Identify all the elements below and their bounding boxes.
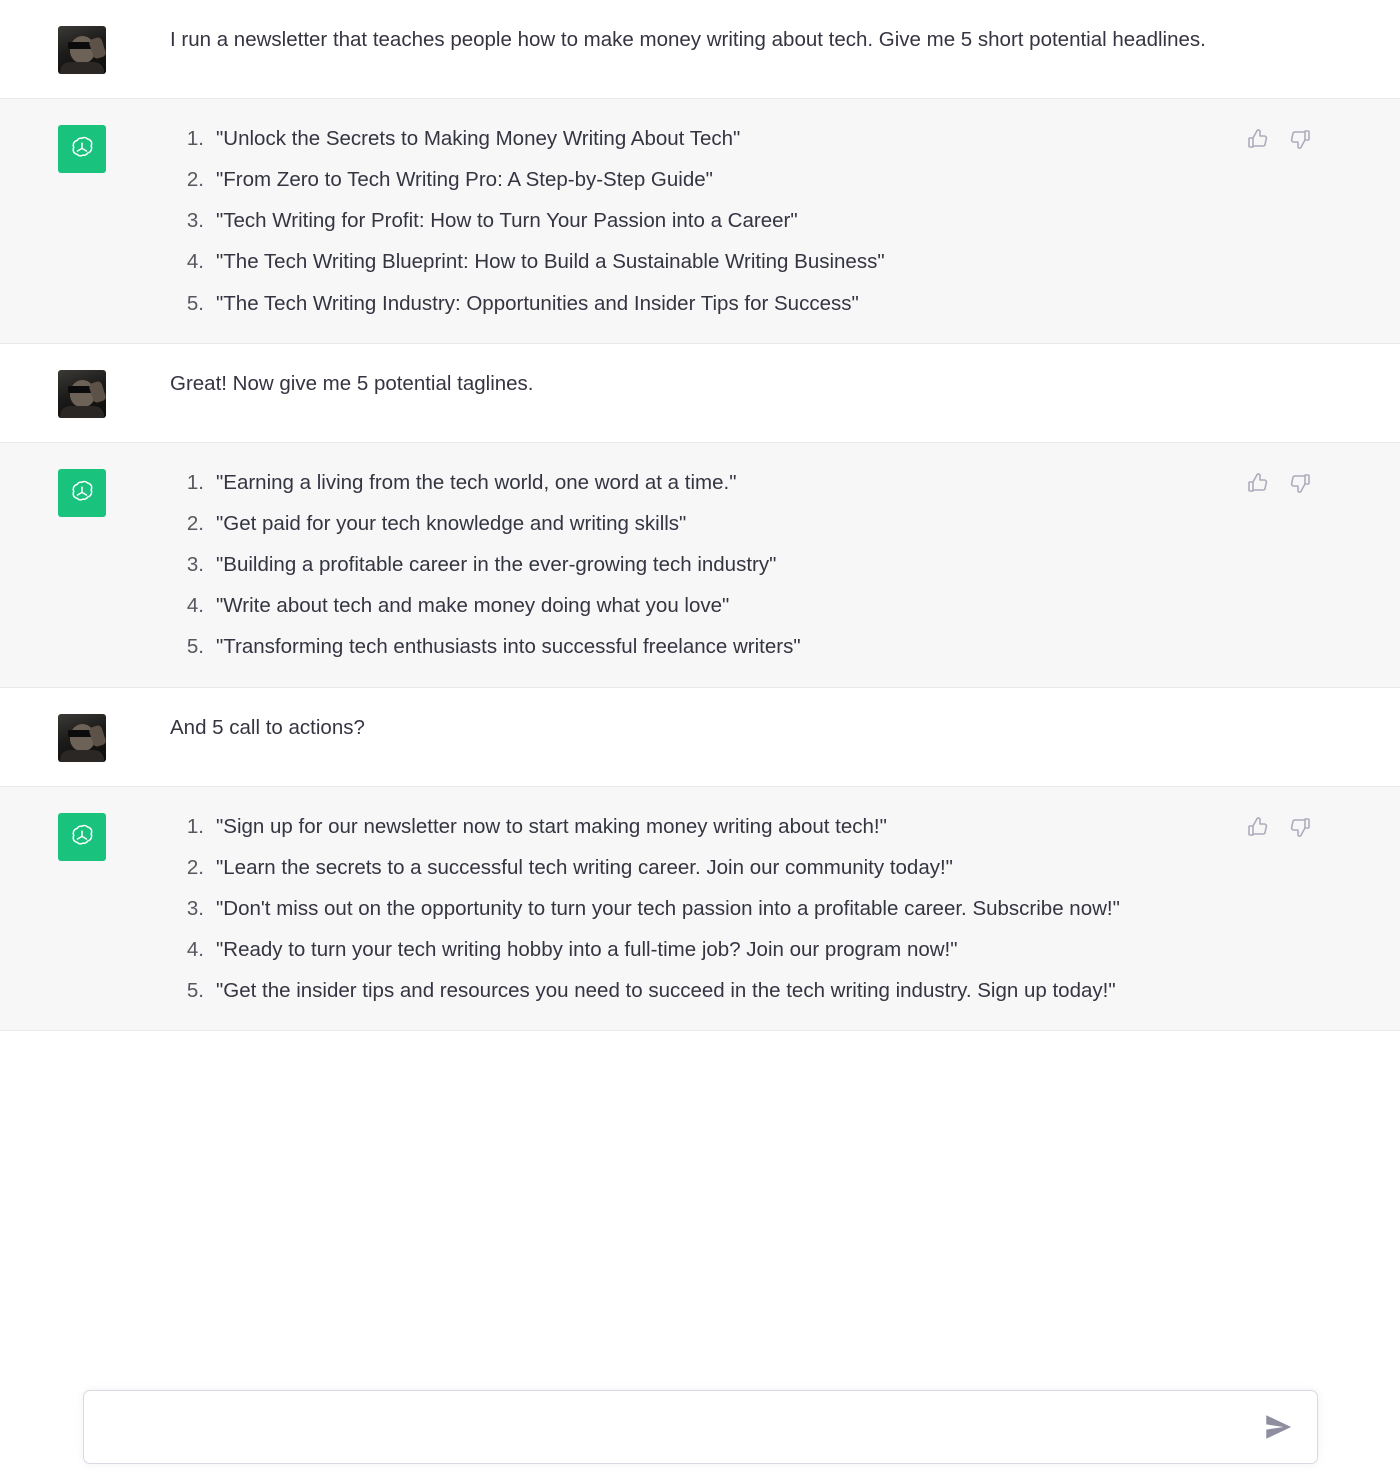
user-avatar bbox=[58, 370, 106, 418]
user-avatar bbox=[58, 26, 106, 74]
avatar-column bbox=[0, 467, 170, 517]
list-item: "The Tech Writing Industry: Opportunities and Insider Tips for Success" bbox=[216, 291, 859, 315]
numbered-list bbox=[170, 467, 1206, 663]
feedback-actions bbox=[1246, 471, 1312, 495]
list-item: "Unlock the Secrets to Making Money Writing About Tech" bbox=[216, 127, 741, 150]
list-item: "Write about tech and make money doing what you love" bbox=[216, 594, 730, 618]
message-turn-assistant bbox=[0, 99, 1400, 344]
list-item: "Tech Writing for Profit: How to Turn Your Passion into a Career" bbox=[216, 209, 798, 233]
message-text: And 5 call to actions? bbox=[170, 715, 365, 739]
feedback-actions bbox=[1246, 815, 1312, 839]
avatar-column bbox=[0, 24, 170, 74]
message-turn-assistant bbox=[0, 443, 1400, 688]
composer-area bbox=[0, 1382, 1400, 1484]
thumbs-up-icon[interactable] bbox=[1246, 471, 1270, 495]
list-item: "Get the insider tips and resources you need to succeed in the tech writing industry. Sign up today!" bbox=[216, 979, 1116, 1003]
thumbs-down-icon[interactable] bbox=[1288, 815, 1312, 839]
message-input[interactable] bbox=[106, 1415, 1261, 1440]
message-text: Great! Now give me 5 potential taglines. bbox=[170, 371, 534, 395]
thumbs-up-icon[interactable] bbox=[1246, 127, 1270, 151]
list-item: "Learn the secrets to a successful tech writing career. Join our community today!" bbox=[216, 855, 953, 879]
list-item: "Get paid for your tech knowledge and writing skills" bbox=[216, 511, 687, 535]
avatar-column bbox=[0, 712, 170, 762]
thumbs-up-icon[interactable] bbox=[1246, 815, 1270, 839]
list-item: "Transforming tech enthusiasts into successful freelance writers" bbox=[216, 635, 801, 659]
list-item: "Sign up for our newsletter now to start making money writing about tech!" bbox=[216, 814, 887, 838]
list-item: "Ready to turn your tech writing hobby into a full-time job? Join our program now!" bbox=[216, 938, 958, 962]
numbered-list bbox=[170, 123, 1206, 319]
openai-logo-avatar bbox=[58, 813, 106, 861]
avatar-column bbox=[0, 123, 170, 173]
list-item: "The Tech Writing Blueprint: How to Build a Sustainable Writing Business" bbox=[216, 250, 885, 274]
avatar-column bbox=[0, 811, 170, 861]
avatar-shoulder-shape bbox=[60, 62, 104, 74]
list-item: "Don't miss out on the opportunity to turn your tech passion into a profitable career. Subscribe now!" bbox=[216, 896, 1120, 920]
list-item: "From Zero to Tech Writing Pro: A Step-by-Step Guide" bbox=[216, 168, 713, 192]
avatar-shoulder-shape bbox=[60, 750, 104, 762]
openai-logo-avatar bbox=[58, 469, 106, 517]
message-turn-user bbox=[0, 688, 1400, 787]
openai-logo-avatar bbox=[58, 125, 106, 173]
composer-spacer bbox=[0, 1031, 1400, 1133]
avatar-shoulder-shape bbox=[60, 406, 104, 418]
list-item: "Earning a living from the tech world, one word at a time." bbox=[216, 470, 737, 494]
numbered-list bbox=[170, 811, 1206, 1007]
message-body bbox=[170, 811, 1230, 1007]
message-body bbox=[170, 123, 1230, 319]
user-avatar bbox=[58, 714, 106, 762]
message-turn-user bbox=[0, 0, 1400, 99]
message-body bbox=[170, 467, 1230, 663]
feedback-actions bbox=[1246, 127, 1312, 151]
thumbs-down-icon[interactable] bbox=[1288, 127, 1312, 151]
message-text: I run a newsletter that teaches people how to make money writing about tech. Give me 5 short potential headlines. bbox=[170, 28, 1206, 51]
message-composer[interactable] bbox=[83, 1390, 1318, 1464]
message-body bbox=[170, 712, 1230, 744]
list-item: "Building a profitable career in the ever-growing tech industry" bbox=[216, 553, 777, 577]
message-body bbox=[170, 24, 1230, 56]
thumbs-down-icon[interactable] bbox=[1288, 471, 1312, 495]
message-turn-assistant bbox=[0, 787, 1400, 1032]
message-body bbox=[170, 368, 1230, 400]
send-icon[interactable] bbox=[1261, 1410, 1295, 1444]
avatar-column bbox=[0, 368, 170, 418]
message-turn-user bbox=[0, 344, 1400, 443]
